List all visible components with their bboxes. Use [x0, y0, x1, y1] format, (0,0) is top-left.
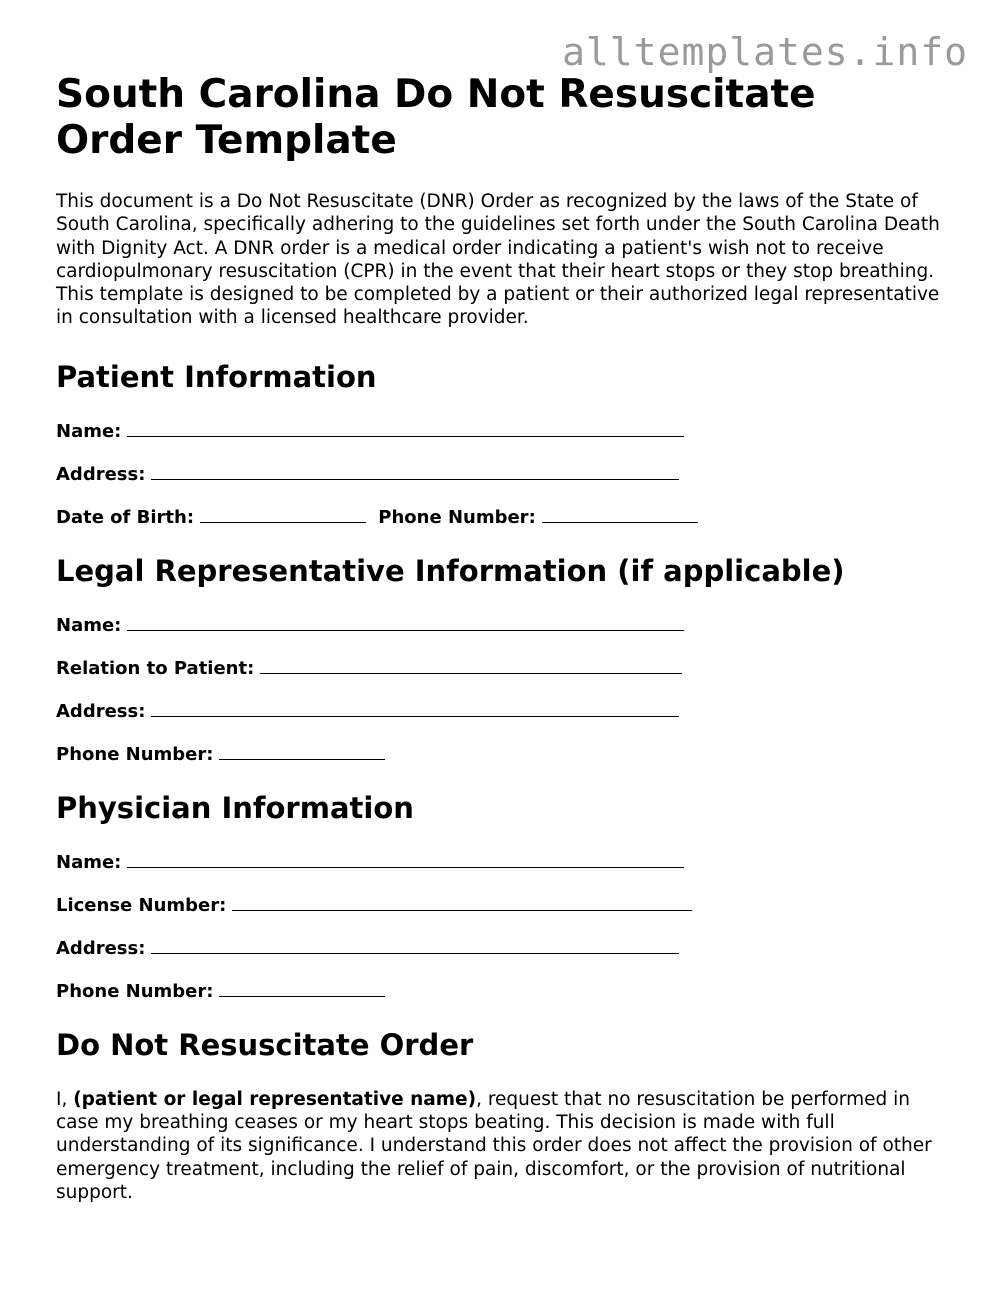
patient-dob-line[interactable]	[200, 506, 366, 523]
physician-address-field	[56, 937, 956, 959]
rep-phone-label: Phone Number:	[56, 743, 214, 765]
patient-dob-phone-field	[56, 506, 956, 528]
rep-name-field	[56, 614, 956, 636]
page-title: South Carolina Do Not Resuscitate Order Template	[56, 72, 816, 163]
rep-name-line[interactable]	[127, 614, 684, 631]
physician-phone-field	[56, 980, 956, 1002]
dnr-body: , request that no resuscitation be performed in case my breathing ceases or my heart stops beating. This decision is made with full understanding of its significance. I understand this order does not affect the provision of other emergency treatment, including the relief of pain, discomfort, or the provision of nutritional support.	[56, 1088, 932, 1203]
physician-phone-line[interactable]	[219, 980, 385, 997]
patient-name-label: Name:	[56, 420, 122, 442]
rep-address-label: Address:	[56, 700, 146, 722]
physician-license-line[interactable]	[232, 894, 692, 911]
dnr-name-placeholder: (patient or legal representative name)	[73, 1088, 477, 1110]
physician-license-field	[56, 894, 956, 916]
physician-license-label: License Number:	[56, 894, 227, 916]
patient-name-field	[56, 420, 956, 442]
physician-address-label: Address:	[56, 937, 146, 959]
patient-phone-line[interactable]	[542, 506, 698, 523]
rep-name-label: Name:	[56, 614, 122, 636]
patient-address-line[interactable]	[151, 463, 679, 480]
physician-phone-label: Phone Number:	[56, 980, 214, 1002]
physician-address-line[interactable]	[151, 937, 679, 954]
rep-phone-line[interactable]	[219, 743, 385, 760]
dnr-heading: Do Not Resuscitate Order	[56, 1027, 474, 1062]
patient-heading: Patient Information	[56, 359, 377, 394]
patient-name-line[interactable]	[127, 420, 684, 437]
intro-paragraph: This document is a Do Not Resuscitate (DNR) Order as recognized by the laws of the State of South Carolina, specifically adhering to the guidelines set forth under the South Carolina Death with Dignity Act. A DNR order is a medical order indicating a patient's wish not to receive cardiopulmonary resuscitation (CPR) in the event that their heart stops or they stop breathing. This template is designed to be completed by a patient or their authorized legal representative in consultation with a licensed healthcare provider.	[56, 191, 940, 329]
document-page	[56, 72, 956, 1204]
physician-name-line[interactable]	[127, 851, 684, 868]
dnr-prefix: I,	[56, 1088, 74, 1110]
legal-rep-heading: Legal Representative Information (if applicable)	[56, 553, 845, 588]
rep-relation-label: Relation to Patient:	[56, 657, 255, 679]
physician-heading: Physician Information	[56, 790, 414, 825]
physician-name-field	[56, 851, 956, 873]
dnr-order-paragraph	[56, 1088, 956, 1204]
rep-relation-line[interactable]	[260, 657, 682, 674]
patient-address-field	[56, 463, 956, 485]
patient-phone-label: Phone Number:	[378, 506, 536, 528]
patient-address-label: Address:	[56, 463, 146, 485]
rep-address-field	[56, 700, 956, 722]
rep-relation-field	[56, 657, 956, 679]
rep-address-line[interactable]	[151, 700, 679, 717]
physician-name-label: Name:	[56, 851, 122, 873]
rep-phone-field	[56, 743, 956, 765]
watermark: alltemplates.info	[562, 30, 968, 74]
patient-dob-label: Date of Birth:	[56, 506, 195, 528]
